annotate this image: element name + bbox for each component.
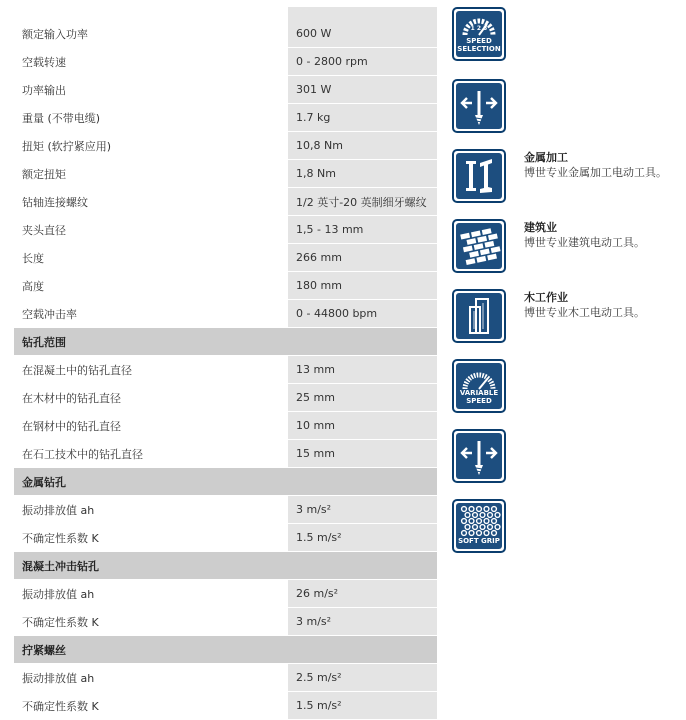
spec-value: 1.5 m/s² [288, 524, 437, 551]
table-row [14, 104, 437, 132]
variable-speed-icon [452, 359, 506, 413]
spec-label: 振动排放值 ah [14, 496, 288, 523]
table-row [14, 132, 437, 160]
spec-value: 0 - 2800 rpm [288, 48, 437, 75]
section-header-row [14, 468, 437, 496]
icon-caption: SPEED [466, 37, 492, 45]
spec-label: 钻轴连接螺纹 [14, 188, 288, 215]
spec-value: 1,8 Nm [288, 160, 437, 187]
table-row [14, 496, 437, 524]
section-header-row [14, 636, 437, 664]
feature-description: 博世专业金属加工电动工具。 [524, 166, 667, 179]
table-row [14, 20, 437, 48]
reverse-rotation-icon-2 [452, 429, 506, 483]
spec-value [288, 7, 437, 20]
feature-title: 建筑业 [524, 221, 557, 234]
table-row [14, 188, 437, 216]
feature-item [452, 219, 684, 273]
speed-selection-icon [452, 7, 506, 61]
table-row [14, 356, 437, 384]
section-title: 钻孔范围 [14, 328, 288, 355]
spec-label: 不确定性系数 K [14, 524, 288, 551]
feature-item [452, 429, 506, 483]
table-row [14, 608, 437, 636]
table-row [14, 160, 437, 188]
feature-text [524, 149, 684, 203]
spec-label: 空载转速 [14, 48, 288, 75]
feature-title: 木工作业 [524, 291, 568, 304]
spec-value: 600 W [288, 20, 437, 47]
spec-value: 10 mm [288, 412, 437, 439]
spec-label: 在混凝土中的钻孔直径 [14, 356, 288, 383]
feature-text [524, 219, 684, 273]
spec-label: 扭矩 (软拧紧应用) [14, 132, 288, 159]
soft-grip-icon [452, 499, 506, 553]
spec-value: 1/2 英寸-20 英制细牙螺纹 [288, 188, 437, 215]
feature-item [452, 359, 506, 413]
section-title: 金属钻孔 [14, 468, 288, 495]
table-row [14, 76, 437, 104]
table-row [14, 272, 437, 300]
spec-label: 不确定性系数 K [14, 608, 288, 635]
spec-value: 25 mm [288, 384, 437, 411]
spec-label: 振动排放值 ah [14, 664, 288, 691]
spec-label: 额定扭矩 [14, 160, 288, 187]
spec-value: 26 m/s² [288, 580, 437, 607]
section-header-row [14, 328, 437, 356]
table-row [14, 664, 437, 692]
spec-value: 2.5 m/s² [288, 664, 437, 691]
spec-label: 在石工技术中的钻孔直径 [14, 440, 288, 467]
table-row [14, 300, 437, 328]
spec-value: 1,5 - 13 mm [288, 216, 437, 243]
spec-label: 振动排放值 ah [14, 580, 288, 607]
spec-label: 在钢材中的钻孔直径 [14, 412, 288, 439]
icon-caption: SPEED [466, 396, 492, 405]
spec-value: 0 - 44800 bpm [288, 300, 437, 327]
spec-label: 空载冲击率 [14, 300, 288, 327]
spec-value: 3 m/s² [288, 608, 437, 635]
spec-value: 1.7 kg [288, 104, 437, 131]
spec-label: 功率输出 [14, 76, 288, 103]
spec-value [288, 552, 437, 579]
icon-caption: SELECTION [457, 44, 501, 53]
spec-value: 180 mm [288, 272, 437, 299]
table-row [14, 440, 437, 468]
woodworking-icon [452, 289, 506, 343]
table-row [14, 7, 437, 20]
feature-item [452, 79, 506, 133]
metalworking-icon [452, 149, 506, 203]
spec-label: 在木材中的钻孔直径 [14, 384, 288, 411]
table-row [14, 216, 437, 244]
icon-caption: VARIABLE [459, 389, 499, 397]
feature-item [452, 289, 684, 343]
feature-item [452, 499, 506, 553]
feature-text [524, 289, 684, 343]
section-title: 混凝土冲击钻孔 [14, 552, 288, 579]
dial-numbers: 1 2 3 [470, 25, 488, 32]
table-row [14, 244, 437, 272]
spec-label: 额定输入功率 [14, 20, 288, 47]
construction-icon [452, 219, 506, 273]
spec-label: 高度 [14, 272, 288, 299]
table-row [14, 524, 437, 552]
spec-table [14, 7, 437, 720]
feature-description: 博世专业建筑电动工具。 [524, 236, 645, 249]
feature-item [452, 7, 506, 61]
spec-value [288, 468, 437, 495]
table-row [14, 580, 437, 608]
section-header-row [14, 552, 437, 580]
spec-label: 夹头直径 [14, 216, 288, 243]
table-row [14, 412, 437, 440]
spec-label: 长度 [14, 244, 288, 271]
spec-label: 重量 (不带电缆) [14, 104, 288, 131]
feature-description: 博世专业木工电动工具。 [524, 306, 645, 319]
spec-value: 301 W [288, 76, 437, 103]
section-title: 拧紧螺丝 [14, 636, 288, 663]
spec-value: 1.5 m/s² [288, 692, 437, 719]
spec-label: 不确定性系数 K [14, 692, 288, 719]
icon-caption: SOFT GRIP [458, 536, 500, 545]
spec-value: 266 mm [288, 244, 437, 271]
feature-title: 金属加工 [524, 151, 568, 164]
spec-label [14, 7, 288, 20]
table-row [14, 48, 437, 76]
feature-item [452, 149, 684, 203]
spec-value: 15 mm [288, 440, 437, 467]
spec-value [288, 328, 437, 355]
reverse-rotation-icon [452, 79, 506, 133]
table-row [14, 384, 437, 412]
spec-value: 3 m/s² [288, 496, 437, 523]
spec-value: 10,8 Nm [288, 132, 437, 159]
spec-value [288, 636, 437, 663]
spec-value: 13 mm [288, 356, 437, 383]
